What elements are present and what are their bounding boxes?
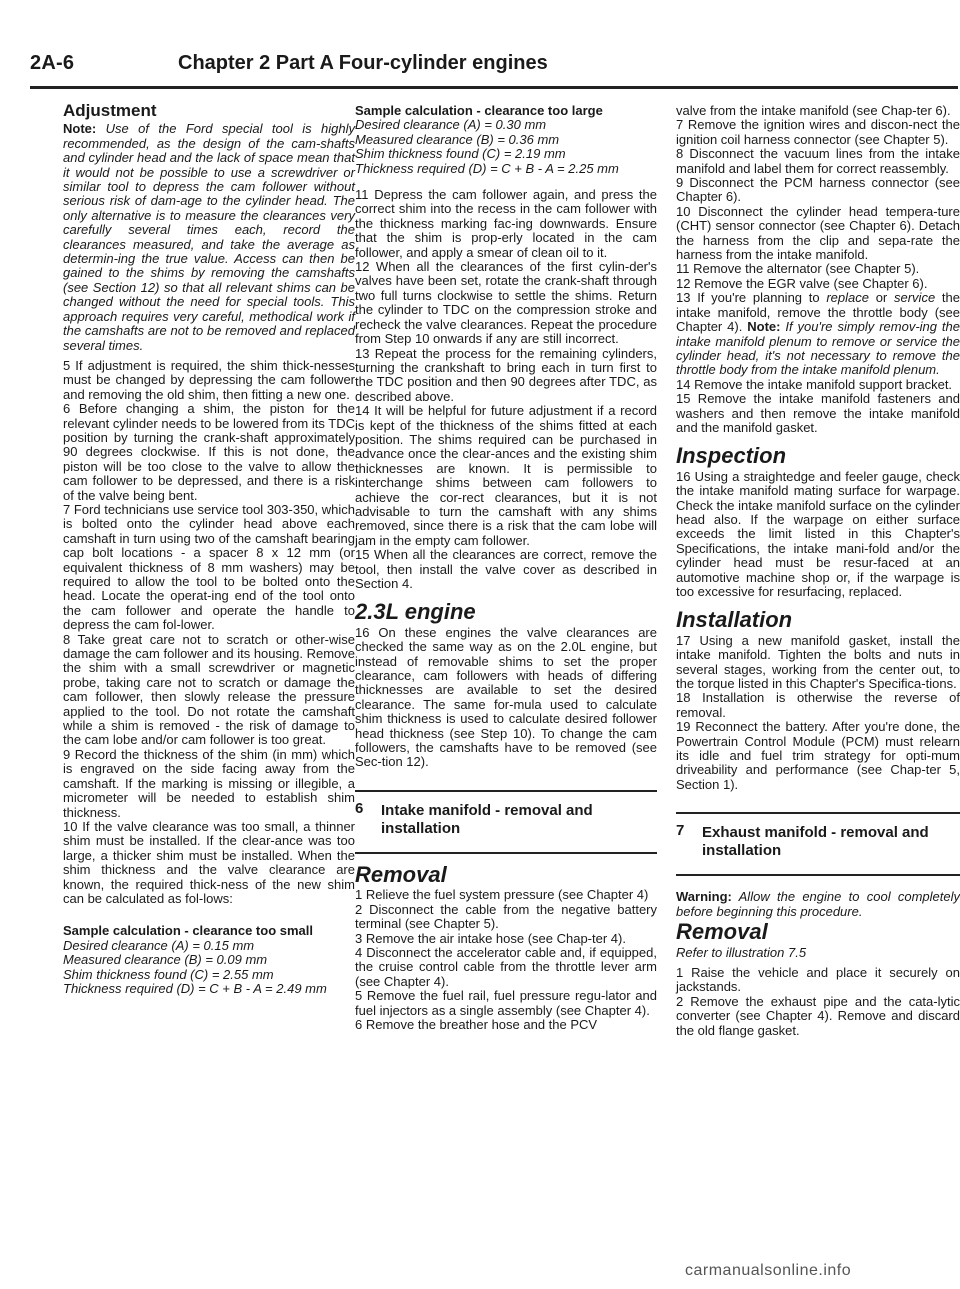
warning — [676, 890, 960, 919]
calc-small-line: Measured clearance (B) = 0.09 mm — [63, 952, 268, 968]
removal-step-4: 4 Disconnect the accelerator cable and, if equipped, the cruise control cable from the throttle lever arm (see Chapter 4). — [355, 944, 657, 989]
step-6-cont: valve from the intake manifold (see Chap-ter 6). — [676, 103, 951, 118]
step-15: 15 Remove the intake manifold fasteners and washers and then remove the intake manifold and the manifold gasket. — [676, 391, 960, 435]
step-13-note: If you're simply remov-ing the intake manifold plenum to remove or service the cylinder head, it's not necessary to remove the throttle body from the intake manifold plenum. — [676, 319, 960, 378]
step-8: 8 Disconnect the vacuum lines from the intake manifold and label them for correct reassembly. — [676, 146, 960, 176]
calc-large-line: Thickness required (D) = C + B - A = 2.25 mm — [355, 160, 619, 176]
step-17: 17 Using a new manifold gasket, install the intake manifold. Tighten the bolts and nuts in several stages, working from the center out, to the torque listed in this Chapter's Specifica-tions. — [676, 632, 960, 692]
calc-small-line: Shim thickness found (C) = 2.55 mm — [63, 966, 274, 982]
step-6: 6 Before changing a shim, the piston for the relevant cylinder needs to be lowered from its TDC position by turning the crank-shaft approximately 90 degrees clockwise. If this is not done, the piston will be too close to the valve to allow the cam follower to be depressed, and there is a risk of the valve being bent. — [63, 401, 355, 503]
section-title: Intake manifold - removal and installation — [381, 801, 593, 837]
warning-text: Allow the engine to cool completely before beginning this procedure. — [676, 889, 960, 919]
step-12: 12 When all the clearances of the first cylin-der's valves have been set, rotate the crank-shaft through two full turns clockwise to settle the shims. Return the cylinder to TDC on the compression stroke and recheck the valve clearances. Repeat the procedure from Step 10 onwards if any are still incorrect. — [355, 259, 657, 347]
step-10: 10 If the valve clearance was too small, a thinner shim must be installed. If the clear-ance was too large, a thicker shim must be installed. When the shim thickness and the valve clearance are known, the required thick-ness of the new shim can be calculated as fol-lows: — [63, 818, 355, 906]
section-6-header — [355, 790, 657, 854]
step-14: 14 It will be helpful for future adjustment if a record is kept of the thickness of the shims fitted at each position. The shims required can be purchased in advance once the clear-ances and the existing shim thicknesses are known. It is permissible to interchange shims between cam followers to achieve the cor-rect clearances, but it is not advisable to turn the camshaft with any shims removed, since there is a risk that the cam lobe will jam in the empty cam follower. — [355, 403, 657, 548]
step-9: 9 Record the thickness of the shim (in mm) which is engraved on the side facing away from the camshaft. If the marking is missing or illegible, a micrometer will be needed to establish shim thickness. — [63, 746, 355, 820]
page-number: 2A-6 — [30, 52, 75, 74]
removal-heading: Removal — [355, 861, 447, 887]
step-13-emphasis: service — [894, 290, 936, 306]
calc-small-line: Desired clearance (A) = 0.15 mm — [63, 937, 255, 953]
step-12: 12 Remove the EGR valve (see Chapter 6). — [676, 275, 928, 291]
column-1 — [63, 101, 355, 1008]
step-13-text: 13 If you're planning to — [676, 290, 827, 306]
illustration-ref: Refer to illustration 7.5 — [676, 944, 807, 960]
watermark: carmanualsonline.info — [685, 1262, 852, 1279]
chapter-title: Chapter 2 Part A Four-cylinder engines — [178, 52, 548, 74]
header-rule — [30, 86, 958, 89]
step-14: 14 Remove the intake manifold support bracket. — [676, 376, 953, 392]
section-7-header — [676, 812, 960, 876]
step-13-emphasis: replace — [826, 290, 869, 306]
step-7: 7 Ford technicians use service tool 303-350, which is bolted onto the cylinder head above each camshaft in turn using two of the camshaft bearing cap bolt locations - a spacer 8 x 12 mm (or equivalent thickness of 8 mm washers) may be required to allow the tool to be bolted onto the head. Locate the operat-ing end of the tool onto the cam follower and operate the handle to depress the cam fol-lower. — [63, 501, 355, 633]
step-18: 18 Installation is otherwise the reverse of removal. — [676, 690, 960, 720]
step-13-text: or — [868, 290, 894, 306]
removal-heading: Removal — [676, 919, 768, 945]
calc-large-title: Sample calculation - clearance too large — [355, 103, 603, 118]
step-16: 16 On these engines the valve clearances are checked the same way as on the 2.0L engine, but instead of removable shims to set the proper clearance, cam followers with heads of differing thicknesses are available to set the desired clearance. The same for-mula used to calculate shim thickness is used to calculate desired follower head thickness (see Step 10). To change the cam followers, the camshafts have to be removed (see Sec-tion 12). — [355, 624, 657, 770]
engine-heading: 2.3L engine — [355, 599, 476, 625]
removal-step-2: 2 Disconnect the cable from the negative battery terminal (see Chapter 5). — [355, 901, 657, 932]
page-header — [30, 52, 958, 88]
column-2 — [355, 104, 657, 1032]
removal-step-3: 3 Remove the air intake hose (see Chap-ter 4). — [355, 930, 626, 946]
calc-small-title: Sample calculation - clearance too small — [63, 923, 313, 939]
step-13: 13 Repeat the process for the remaining cylinders, turning the crankshaft to bring each in turn first to the TDC position and then 90 degrees after TDC, as described above. — [355, 345, 657, 404]
step-8: 8 Take great care not to scratch or other-wise damage the cam follower and its housing. Remove the shim with a small screwdriver or magnetic probe, taking care not to scratch or damage the cam follower, then slowly release the pressure applied to the tool. Do not rotate the camshaft while a shim is removed - the risk of damage to the cam lobe and/or cam follower is too great. — [63, 631, 355, 748]
section-title: Exhaust manifold - removal and installation — [702, 824, 929, 860]
warning-label: Warning: — [676, 889, 732, 905]
calc-small-line: Thickness required (D) = C + B - A = 2.49 mm — [63, 980, 327, 996]
step-9: 9 Disconnect the PCM harness connector (see Chapter 6). — [676, 175, 960, 205]
step-5: 5 If adjustment is required, the shim thick-nesses must be changed by depressing the cam follower and removing the old shim, then fitting a new one. — [63, 357, 355, 402]
step-13 — [676, 291, 960, 377]
section-number: 7 — [676, 822, 685, 840]
calc-large-line: Shim thickness found (C) = 2.19 mm — [355, 146, 566, 162]
exhaust-step-1: 1 Raise the vehicle and place it securely on jackstands. — [676, 964, 960, 995]
step-10: 10 Disconnect the cylinder head tempera-ture (CHT) sensor connector (see Chapter 6). Detach the harness from the clip and sepa-rate the harness from the intake manifold. — [676, 203, 960, 263]
removal-step-1: 1 Relieve the fuel system pressure (see Chapter 4) — [355, 887, 649, 903]
calc-large-line: Measured clearance (B) = 0.36 mm — [355, 131, 560, 147]
step-7: 7 Remove the ignition wires and discon-nect the ignition coil harness connector (see Chapter 5). — [676, 117, 960, 147]
removal-step-6: 6 Remove the breather hose and the PCV — [355, 1016, 598, 1032]
note-label: Note: — [63, 121, 97, 137]
installation-heading: Installation — [676, 607, 793, 633]
step-15: 15 When all the clearances are correct, remove the tool, then install the valve cover as described in Section 4. — [355, 547, 657, 591]
step-11: 11 Remove the alternator (see Chapter 5). — [676, 261, 920, 277]
step-19: 19 Reconnect the battery. After you're done, the Powertrain Control Module (PCM) must relearn its idle and fuel trim strategy for opti-mum driveability and performance (see Chap-ter 5, Section 1). — [676, 719, 960, 792]
step-13-note-label: Note: — [747, 319, 781, 335]
exhaust-step-2: 2 Remove the exhaust pipe and the cata-lytic converter (see Chapter 4). Remove and discard the old flange gasket. — [676, 993, 960, 1038]
note-text: Use of the Ford special tool is highly recommended, as the design of the cam-shafts and cylinder head and the lack of space mean that it would not be possible to use a screwdriver or similar tool to depress the cam follower without serious risk of dam-age to the cylinder head. The only alternative is to measure the clearances very carefully several times each, record the clearances measured, and take the average as determin-ing the true value. Access can then be gained to the shims by removing the camshafts (see Section 12) so that all relevant shims can be changed without the need for special tools. This approach requires very careful, methodical work if the camshafts are not to be removed and replaced several times. — [63, 121, 355, 353]
step-16: 16 Using a straightedge and feeler gauge, check the intake manifold mating surface for warpage. Check the intake manifold surface on the cylinder head also. If the warpage on either surface exceeds the limit listed in this Chapter's Specifications, the intake mani-fold and/or the cylinder head must be resur-faced at an automotive machine shop or, if the warpage is too excessive for resurfacing, replaced. — [676, 468, 960, 599]
step-13-text: the intake manifold, remove the throttle body (see Chapter 4). — [676, 290, 960, 335]
adjustment-note — [63, 122, 355, 353]
removal-step-5: 5 Remove the fuel rail, fuel pressure regu-lator and fuel injectors as a single assembly (see Chapter 4). — [355, 988, 657, 1018]
step-11: 11 Depress the cam follower again, and press the correct shim into the recess in the cam follower with the thickness marking fac-ing downwards. Ensure that the shim is prop-erly located in the cam follower, and apply a smear of clean oil to it. — [355, 187, 657, 260]
calc-too-large — [355, 104, 657, 176]
section-number: 6 — [355, 799, 364, 817]
adjustment-heading: Adjustment — [63, 101, 157, 120]
calc-large-line: Desired clearance (A) = 0.30 mm — [355, 117, 547, 133]
calc-too-small — [63, 924, 355, 996]
column-3 — [676, 104, 960, 1038]
inspection-heading: Inspection — [676, 443, 787, 469]
